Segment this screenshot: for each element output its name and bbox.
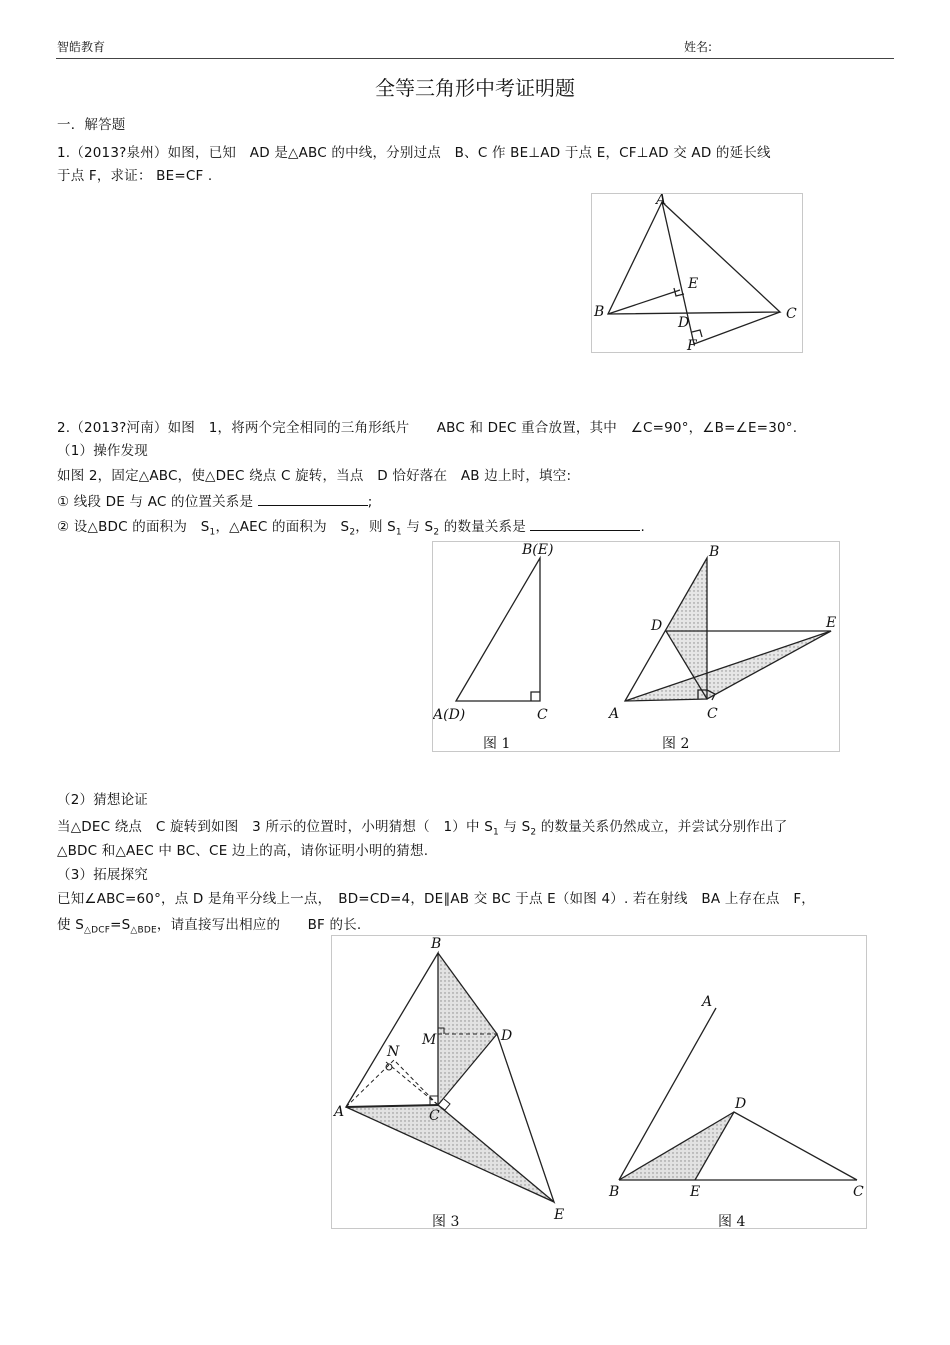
fig2-label-c: C: [707, 706, 718, 722]
fig4-label-d: D: [735, 1096, 747, 1112]
q2-part3-sub2: △BDE: [130, 925, 157, 936]
q2-item1: [57, 490, 372, 510]
q1-label-e: E: [688, 276, 699, 292]
q2-item2-end: .: [640, 519, 645, 535]
q2-item2-sub4: 2: [433, 527, 440, 538]
q2-part2-sub1: 1: [492, 827, 499, 838]
q2-part2-line2: △BDC 和△AEC 中 BC、CE 边上的高，请你证明小明的猜想.: [57, 843, 429, 859]
header-org: 智皓教育: [57, 40, 106, 54]
fig3-label-d: D: [501, 1028, 513, 1044]
q1-label-b: B: [594, 304, 605, 320]
q2-item2-text-c: ，则 S: [355, 519, 396, 535]
segment-be: [608, 290, 680, 314]
q2-part3-sub1: △DCF: [83, 925, 111, 936]
q2-item1-end: ;: [367, 494, 373, 510]
q1-label-f: F: [687, 338, 697, 353]
fig3-label-e: E: [554, 1207, 565, 1223]
q2-part2-title: （2）猜想论证: [57, 792, 148, 808]
q1-label-d: D: [678, 315, 690, 331]
section-heading: 一．解答题: [57, 117, 126, 133]
fig3-label-b: B: [431, 936, 442, 952]
q2-part2-text-a: 当△DEC 绕点 C 旋转到如图 3 所示的位置时，小明猜想（ 1）中 S: [57, 819, 493, 835]
q2-part3-title: （3）拓展探究: [57, 867, 148, 883]
q2-item2-sub3: 1: [395, 527, 402, 538]
q2-part1-desc: 如图 2，固定△ABC，使△DEC 绕点 C 旋转，当点 D 恰好落在 AB 边上时，填空:: [57, 468, 572, 484]
fig3-caption: 图 3: [432, 1214, 460, 1229]
fig4-label-c: C: [853, 1184, 864, 1200]
q2-item2: [57, 515, 645, 538]
fig4-label-b: B: [609, 1184, 620, 1200]
q2-part2-text-c: 的数量关系仍然成立，并尝试分别作出了: [536, 819, 788, 835]
fig2-label-a: A: [609, 706, 620, 722]
fig1-label-be: B(E): [522, 542, 554, 558]
q2-item2-text-e: 的数量关系是: [439, 519, 526, 535]
figure-4: [619, 1008, 857, 1180]
fig2-caption: 图 2: [662, 736, 690, 752]
fig1-label-ad: A(D): [433, 707, 466, 723]
figure-3: [346, 953, 554, 1202]
q2-item1-text: ① 线段 DE 与 AC 的位置关系是: [57, 494, 254, 510]
right-angle-f: [692, 330, 702, 337]
q2-item2-text-a: ② 设△BDC 的面积为 S: [57, 519, 210, 535]
q1-label-c: C: [786, 306, 797, 322]
fig3-label-n: N: [387, 1044, 400, 1060]
q2-part2-sub2: 2: [530, 827, 537, 838]
segment-cf: [694, 312, 780, 344]
fig1-label-c: C: [537, 707, 548, 723]
q2-item2-sub1: 1: [209, 527, 216, 538]
q2-item1-blank[interactable]: [258, 493, 368, 506]
fig3-label-a: A: [334, 1104, 345, 1120]
q2-figures-3-4: [331, 935, 867, 1229]
q2-item2-blank[interactable]: [530, 518, 640, 531]
q2-part2-line1: [57, 815, 787, 838]
fig4-label-a: A: [702, 994, 713, 1010]
q2-part2-text-b: 与 S: [498, 819, 531, 835]
q2-figures-1-2: [432, 541, 840, 752]
q1-label-a: A: [656, 193, 667, 208]
header-name-field: 姓名:: [684, 40, 713, 54]
fig1-caption: 图 1: [483, 736, 511, 752]
fig4-caption: 图 4: [718, 1214, 746, 1229]
fig2-label-b: B: [709, 544, 720, 560]
q2-line1: 2.（2013?河南）如图 1，将两个完全相同的三角形纸片 ABC 和 DEC 重合放置，其中 ∠C=90°，∠B=∠E=30°.: [57, 420, 798, 436]
q1-figure: [591, 193, 803, 353]
fig3-label-c: C: [429, 1108, 440, 1124]
q2-part3-line2: [57, 913, 361, 936]
q2-part3-text-c: ，请直接写出相应的 BF 的长.: [156, 917, 362, 933]
q2-part3-text-a: 使 S: [57, 917, 84, 933]
q2-item2-text-d: 与 S: [401, 519, 434, 535]
q2-part1-title: （1）操作发现: [57, 443, 148, 459]
page-title: 全等三角形中考证明题: [375, 76, 575, 100]
fig4-label-e: E: [690, 1184, 701, 1200]
q2-item2-sub2: 2: [349, 527, 356, 538]
figure-1: [456, 558, 540, 701]
q2-part3-line1: 已知∠ABC=60°，点 D 是角平分线上一点， BD=CD=4，DE∥AB 交 BC 于点 E（如图 4）. 若在射线 BA 上存在点 F，: [57, 891, 815, 907]
q2-item2-text-b: ，△AEC 的面积为 S: [215, 519, 350, 535]
q1-line1: 1.（2013?泉州）如图，已知 AD 是△ABC 的中线，分别过点 B、C 作 BE⊥AD 于点 E，CF⊥AD 交 AD 的延长线: [57, 145, 771, 161]
header-divider: [56, 58, 894, 59]
triangle-abc: [608, 202, 780, 314]
fig2-label-e: E: [826, 615, 837, 631]
q2-part3-text-b: =S: [110, 917, 131, 933]
q1-line2: 于点 F，求证： BE=CF .: [57, 168, 213, 184]
fig2-label-d: D: [651, 618, 663, 634]
fig3-label-m: M: [422, 1032, 437, 1048]
